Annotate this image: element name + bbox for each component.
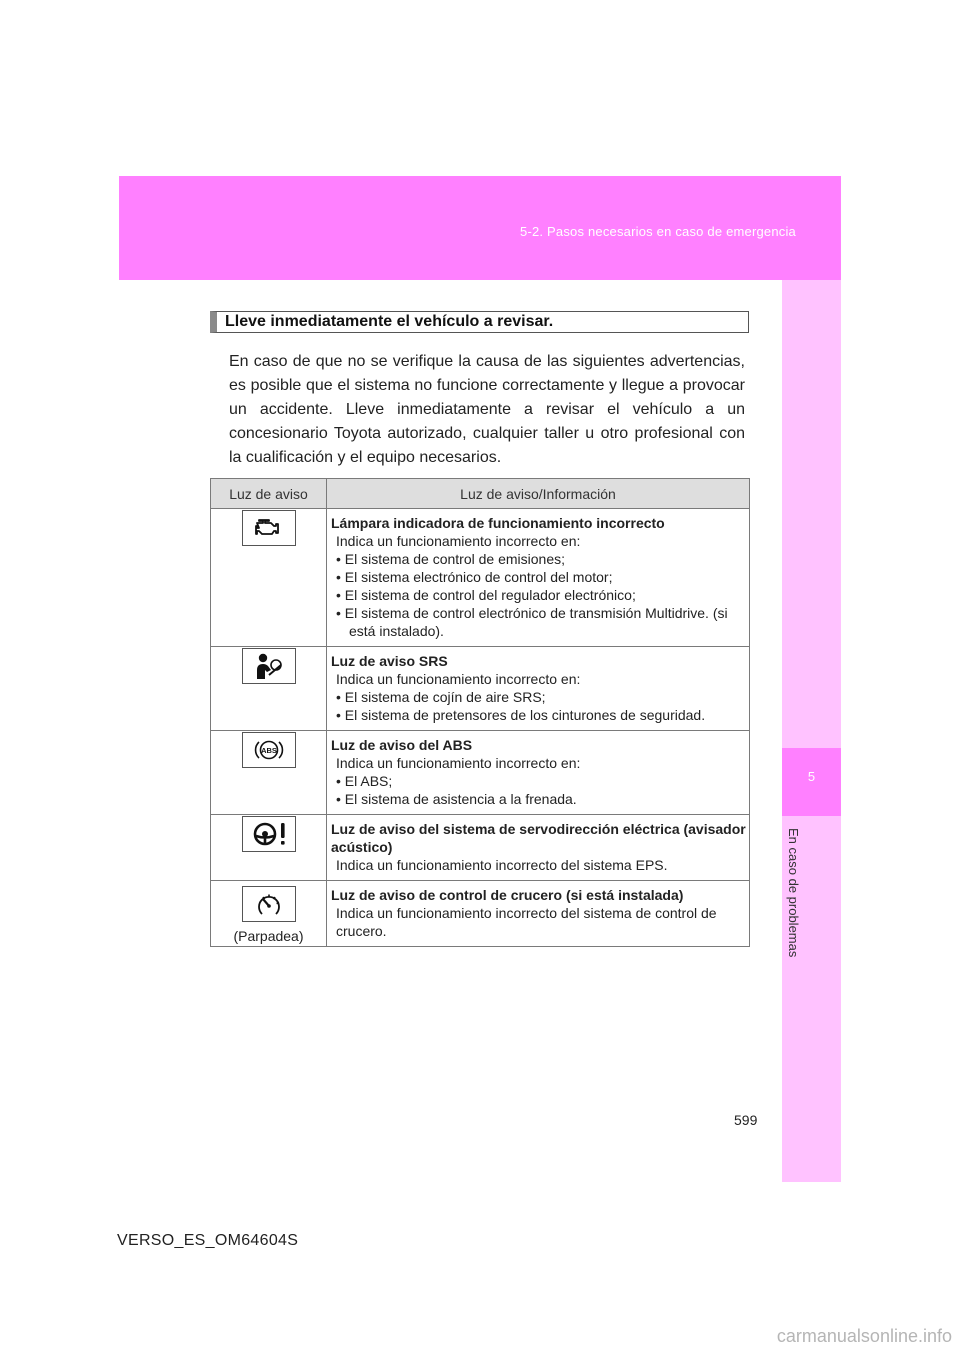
row-title: Luz de aviso SRS <box>331 653 448 669</box>
page-number: 599 <box>734 1112 758 1128</box>
column-header-info: Luz de aviso/Información <box>327 479 750 509</box>
chapter-title: En caso de problemas <box>786 828 801 958</box>
table-row <box>211 731 750 815</box>
info-cell <box>327 731 750 815</box>
bullet-item: • El sistema de asistencia a la frenada. <box>336 791 577 807</box>
blink-caption: (Parpadea) <box>233 928 304 944</box>
header-band <box>119 176 841 280</box>
info-cell <box>327 881 750 947</box>
info-cell <box>327 815 750 881</box>
intro-paragraph: En caso de que no se verifique la causa de las siguientes advertencias, es posible que el sistema no funcione correctamente y llegue a provocar un accidente. Lleve inmediatamente a revisar el vehículo a un concesionario Toyota autorizado, cualquier taller u otro profesional con la cualificación y el equipo necesarios. <box>229 353 745 466</box>
table-header-row <box>211 479 750 509</box>
bullet-list <box>331 688 747 724</box>
chapter-number: 5 <box>807 769 816 784</box>
bullet-list <box>331 772 747 808</box>
bullet-item: • El sistema de pretensores de los cinturones de seguridad. <box>336 707 706 723</box>
icon-cell <box>211 509 327 647</box>
table-row <box>211 881 750 947</box>
column-header-light: Luz de aviso <box>211 479 327 509</box>
warning-lights-table <box>210 478 750 947</box>
icon-cell <box>211 815 327 881</box>
watermark: carmanualsonline.info <box>776 1326 952 1346</box>
section-heading: Lleve inmediatamente el vehículo a revisar. <box>210 311 749 333</box>
row-title: Lámpara indicadora de funcionamiento incorrecto <box>331 515 665 531</box>
icon-cell <box>211 731 327 815</box>
abs-icon <box>242 732 296 768</box>
chapter-tab[interactable] <box>782 748 841 816</box>
row-title: Luz de aviso de control de crucero (si está instalada) <box>331 887 684 903</box>
icon-cell <box>211 647 327 731</box>
row-description: Indica un funcionamiento incorrecto del sistema EPS. <box>336 857 668 873</box>
bullet-item: • El sistema de cojín de aire SRS; <box>336 689 546 705</box>
engine-check-icon <box>242 510 296 546</box>
srs-airbag-icon <box>242 648 296 684</box>
table-row <box>211 647 750 731</box>
bullet-item: • El ABS; <box>336 773 393 789</box>
bullet-item: • El sistema electrónico de control del motor; <box>336 569 613 585</box>
row-title: Luz de aviso del ABS <box>331 737 473 753</box>
row-description: Indica un funcionamiento incorrecto del sistema de control de crucero. <box>336 905 717 939</box>
power-steering-icon <box>242 816 296 852</box>
bullet-item: • El sistema de control de emisiones; <box>336 551 566 567</box>
row-description: Indica un funcionamiento incorrecto en: <box>336 755 581 771</box>
icon-cell <box>211 881 327 947</box>
bullet-item: • El sistema de control del regulador electrónico; <box>336 587 636 603</box>
document-code: VERSO_ES_OM64604S <box>117 1232 299 1249</box>
bullet-item: • El sistema de control electrónico de transmisión Multidrive. (si está instalado). <box>336 605 728 639</box>
table-row <box>211 815 750 881</box>
row-description: Indica un funcionamiento incorrecto en: <box>336 671 581 687</box>
cruise-control-icon <box>242 886 296 922</box>
info-cell <box>327 647 750 731</box>
row-description: Indica un funcionamiento incorrecto en: <box>336 533 581 549</box>
abs-icon-label: ABS <box>260 746 277 755</box>
section-breadcrumb: 5-2. Pasos necesarios en caso de emergencia <box>520 224 796 239</box>
bullet-list <box>331 550 747 640</box>
info-cell <box>327 509 750 647</box>
side-thumb-band <box>782 280 841 1182</box>
row-title: Luz de aviso del sistema de servodirección eléctrica (avisador acústico) <box>331 821 746 855</box>
table-row <box>211 509 750 647</box>
